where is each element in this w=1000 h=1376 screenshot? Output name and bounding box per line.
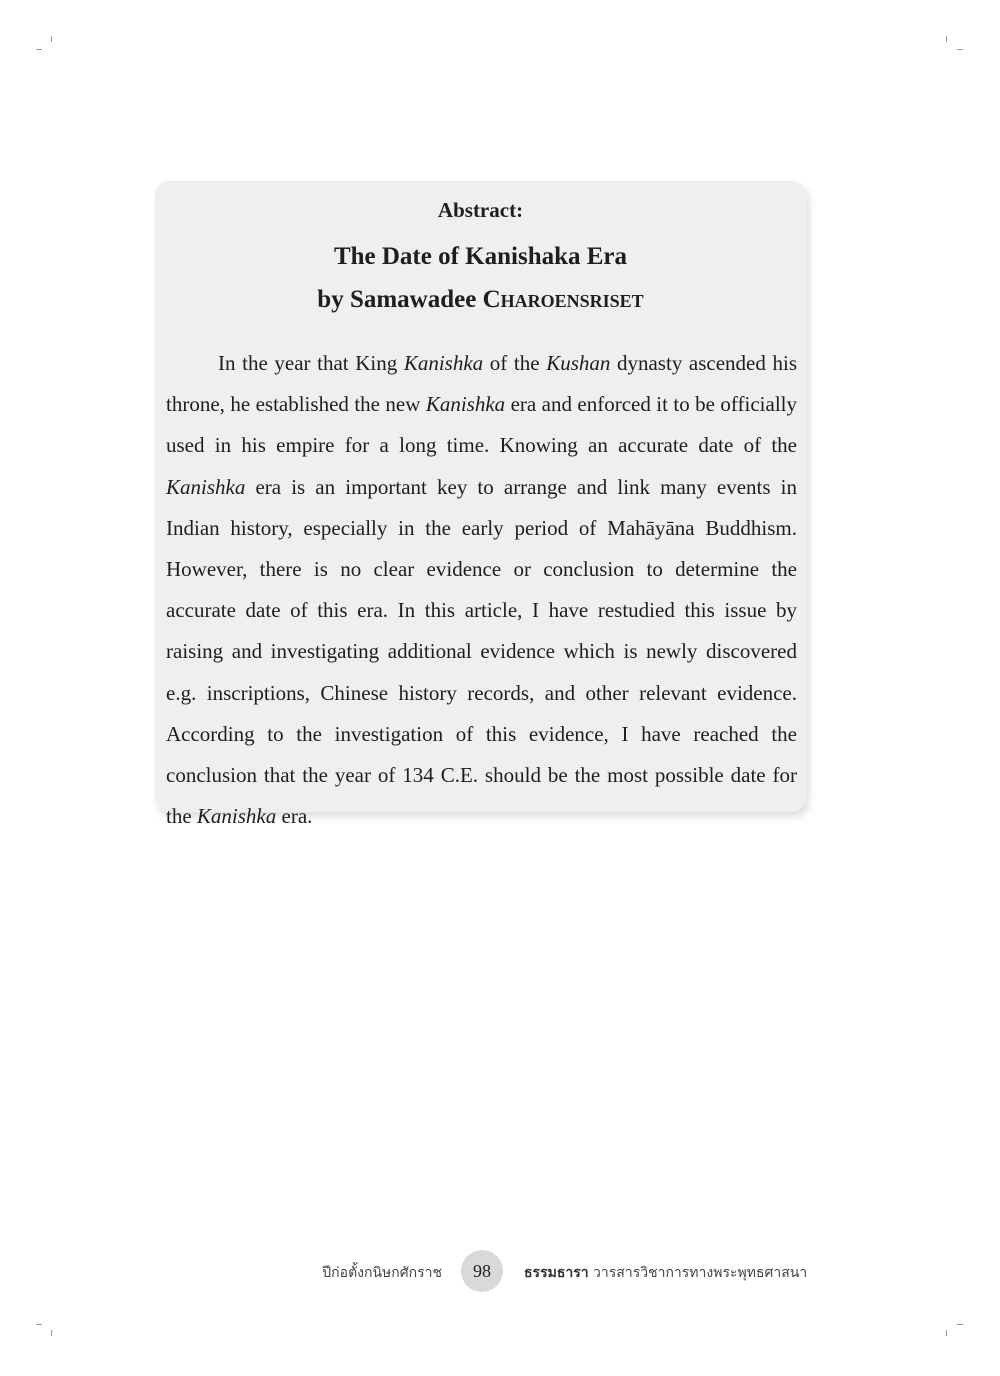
running-title: ปีก่อตั้งกนิษกศักราช (322, 1265, 442, 1281)
article-title: The Date of Kanishaka Era (333, 243, 628, 270)
journal-name (524, 1262, 807, 1284)
journal-name-bold: ธรรมธารา (524, 1265, 589, 1281)
body-run: dynasty ascended his throne, he established the new (166, 351, 798, 417)
body-run: era and enforced it to be officially used in his empire for a long time. Knowing an accurate date of the (166, 392, 797, 458)
crop-mark (51, 36, 52, 42)
byline-prefix: by Samawadee (317, 286, 483, 313)
crop-mark (946, 1330, 947, 1336)
body-run: era. (276, 804, 313, 829)
crop-mark (36, 1324, 42, 1325)
crop-mark (957, 49, 963, 50)
body-run: In the year that King (218, 351, 404, 375)
body-run: of the (483, 351, 547, 375)
abstract-box (155, 181, 806, 829)
italic-term: Kanishka (196, 804, 277, 829)
italic-term: Kanishka (403, 351, 484, 375)
abstract-body (166, 343, 797, 837)
page-footer (0, 1250, 1000, 1294)
crop-mark (957, 1324, 963, 1325)
author-surname: Charoensriset (482, 286, 644, 313)
italic-term: Kanishka (166, 474, 246, 499)
italic-term: Kushan (546, 351, 611, 375)
body-run: era is an important key to arrange and link many events in Indian history, especially in the early period of Mahāyāna Buddhism. However, there is no clear evidence or conclusion to determine the accurate date of this era. In this article, I have restudied this issue by raising and investigating additional evidence which is newly discovered e.g. inscriptions, Chinese history records, and other relevant evidence. According to the investigation of this evidence, I have reached the conclusion that the year of 134 C.E. should be the most possible date for the (166, 474, 797, 829)
italic-term: Kanishka (425, 392, 506, 417)
byline (155, 286, 806, 314)
page-number (461, 1250, 503, 1292)
crop-mark (946, 36, 947, 42)
journal-name-rest: วารสารวิชาการทางพระพุทธศาสนา (588, 1265, 808, 1281)
crop-mark (51, 1330, 52, 1336)
abstract-label: Abstract: (437, 198, 524, 222)
crop-mark (36, 49, 42, 50)
page-number-text: 98 (473, 1260, 491, 1281)
